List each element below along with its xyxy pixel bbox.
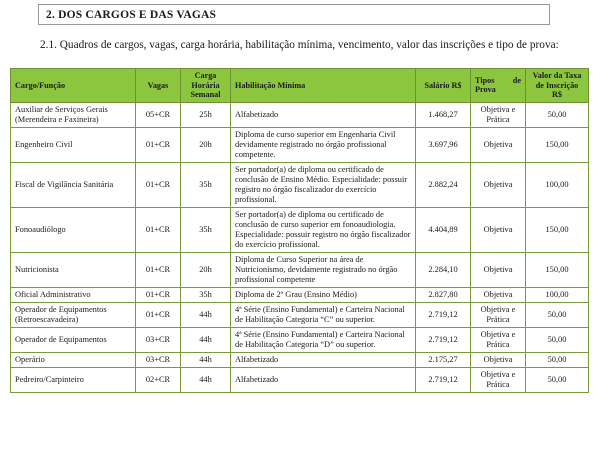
cell-cargo: Auxiliar de Serviços Gerais (Merendeira e Faxineira): [11, 102, 136, 127]
cell-cargo: Nutricionista: [11, 252, 136, 287]
cell-tipos: Objetiva e Prática: [471, 102, 526, 127]
cell-carga: 35h: [181, 162, 231, 207]
page-title: 2. DOS CARGOS E DAS VAGAS: [46, 8, 217, 21]
intro-paragraph: 2.1. Quadros de cargos, vagas, carga horária, habilitação mínima, vencimento, valor das inscrições e tipo de prova:: [40, 39, 559, 51]
cell-cargo: Engenheiro Civil: [11, 127, 136, 162]
cell-tipos: Objetiva: [471, 127, 526, 162]
cell-tipos: Objetiva e Prática: [471, 367, 526, 392]
cell-taxa: 50,00: [526, 327, 589, 352]
table-header-row: [11, 69, 589, 103]
cell-taxa: 50,00: [526, 352, 589, 367]
cell-taxa: 150,00: [526, 252, 589, 287]
cell-habilitacao: Ser portador(a) de diploma ou certificado de conclusão de curso superior em fonoaudiologia. Especialidade: possuir registro no órgão fiscalizador do exercício profissional.: [231, 207, 416, 252]
cell-taxa: 50,00: [526, 302, 589, 327]
cell-tipos: Objetiva: [471, 207, 526, 252]
column-header-tipos-line1: Tipos de: [475, 75, 521, 85]
cell-habilitacao: Diploma de curso superior em Engenharia Civil devidamente registrado no órgão profissional competente.: [231, 127, 416, 162]
cell-salario: 1.468,27: [416, 102, 471, 127]
cell-tipos: Objetiva: [471, 162, 526, 207]
column-header-tipos: [471, 69, 526, 103]
section-title-box: [38, 4, 550, 25]
column-header-tipos-line2: Prova: [475, 85, 496, 95]
cell-carga: 35h: [181, 207, 231, 252]
column-header-habilitacao: Habilitação Mínima: [231, 69, 416, 103]
table-row: [11, 252, 589, 287]
table-row: [11, 327, 589, 352]
cell-tipos: Objetiva: [471, 252, 526, 287]
cell-cargo: Pedreiro/Carpinteiro: [11, 367, 136, 392]
cell-salario: 2.882,24: [416, 162, 471, 207]
column-header-taxa: Valor da Taxa de Inscrição R$: [526, 69, 589, 103]
cell-habilitacao: 4ª Série (Ensino Fundamental) e Carteira Nacional de Habilitação Categoria “C” ou superior.: [231, 302, 416, 327]
cargos-table: [10, 68, 589, 393]
table-row: [11, 127, 589, 162]
cell-salario: 2.827,80: [416, 287, 471, 302]
cell-habilitacao: Diploma de 2º Grau (Ensino Médio): [231, 287, 416, 302]
cell-salario: 2.719,12: [416, 367, 471, 392]
cell-taxa: 100,00: [526, 162, 589, 207]
cell-salario: 4.404,89: [416, 207, 471, 252]
cell-vagas: 01+CR: [136, 207, 181, 252]
cell-taxa: 100,00: [526, 287, 589, 302]
cell-vagas: 03+CR: [136, 327, 181, 352]
table-row: [11, 102, 589, 127]
column-header-vagas: Vagas: [136, 69, 181, 103]
cell-carga: 44h: [181, 327, 231, 352]
cell-cargo: Operador de Equipamentos: [11, 327, 136, 352]
cell-habilitacao: Alfabetizado: [231, 352, 416, 367]
cell-cargo: Oficial Administrativo: [11, 287, 136, 302]
table-row: [11, 367, 589, 392]
cell-tipos: Objetiva: [471, 287, 526, 302]
table-row: [11, 287, 589, 302]
table-body: [11, 102, 589, 392]
cell-vagas: 03+CR: [136, 352, 181, 367]
cell-vagas: 02+CR: [136, 367, 181, 392]
cell-salario: 2.719,12: [416, 302, 471, 327]
cell-salario: 3.697,96: [416, 127, 471, 162]
table-row: [11, 352, 589, 367]
table-row: [11, 162, 589, 207]
cell-habilitacao: Ser portador(a) de diploma ou certificado de conclusão de Ensino Médio. Especialidade: possuir registro no órgão fiscalizador do exercício profissional.: [231, 162, 416, 207]
cell-vagas: 01+CR: [136, 302, 181, 327]
cell-carga: 44h: [181, 352, 231, 367]
cell-vagas: 01+CR: [136, 252, 181, 287]
cell-cargo: Operador de Equipamentos (Retroescavadeira): [11, 302, 136, 327]
cell-cargo: Operário: [11, 352, 136, 367]
cell-habilitacao: Diploma de Curso Superior na área de Nutricionismo, devidamente registrado no órgão profissional competente: [231, 252, 416, 287]
cell-salario: 2.284,10: [416, 252, 471, 287]
cell-tipos: Objetiva: [471, 352, 526, 367]
cell-taxa: 150,00: [526, 127, 589, 162]
column-header-salario: Salário R$: [416, 69, 471, 103]
cell-cargo: Fiscal de Vigilância Sanitária: [11, 162, 136, 207]
cell-habilitacao: Alfabetizado: [231, 102, 416, 127]
cell-vagas: 05+CR: [136, 102, 181, 127]
column-header-carga: Carga Horária Semanal: [181, 69, 231, 103]
cell-tipos: Objetiva e Prática: [471, 327, 526, 352]
cell-carga: 35h: [181, 287, 231, 302]
cell-tipos: Objetiva e Prática: [471, 302, 526, 327]
cell-salario: 2.719,12: [416, 327, 471, 352]
cell-taxa: 50,00: [526, 102, 589, 127]
cell-carga: 44h: [181, 367, 231, 392]
table-row: [11, 302, 589, 327]
table-row: [11, 207, 589, 252]
cell-habilitacao: Alfabetizado: [231, 367, 416, 392]
cell-carga: 20h: [181, 127, 231, 162]
cell-cargo: Fonoaudiólogo: [11, 207, 136, 252]
cell-taxa: 150,00: [526, 207, 589, 252]
cell-salario: 2.175,27: [416, 352, 471, 367]
cell-habilitacao: 4ª Série (Ensino Fundamental) e Carteira Nacional de Habilitação Categoria “D” ou superior.: [231, 327, 416, 352]
cell-vagas: 01+CR: [136, 287, 181, 302]
cell-taxa: 50,00: [526, 367, 589, 392]
cell-vagas: 01+CR: [136, 162, 181, 207]
cell-carga: 25h: [181, 102, 231, 127]
cell-carga: 20h: [181, 252, 231, 287]
column-header-cargo: Cargo/Função: [11, 69, 136, 103]
cell-vagas: 01+CR: [136, 127, 181, 162]
cell-carga: 44h: [181, 302, 231, 327]
